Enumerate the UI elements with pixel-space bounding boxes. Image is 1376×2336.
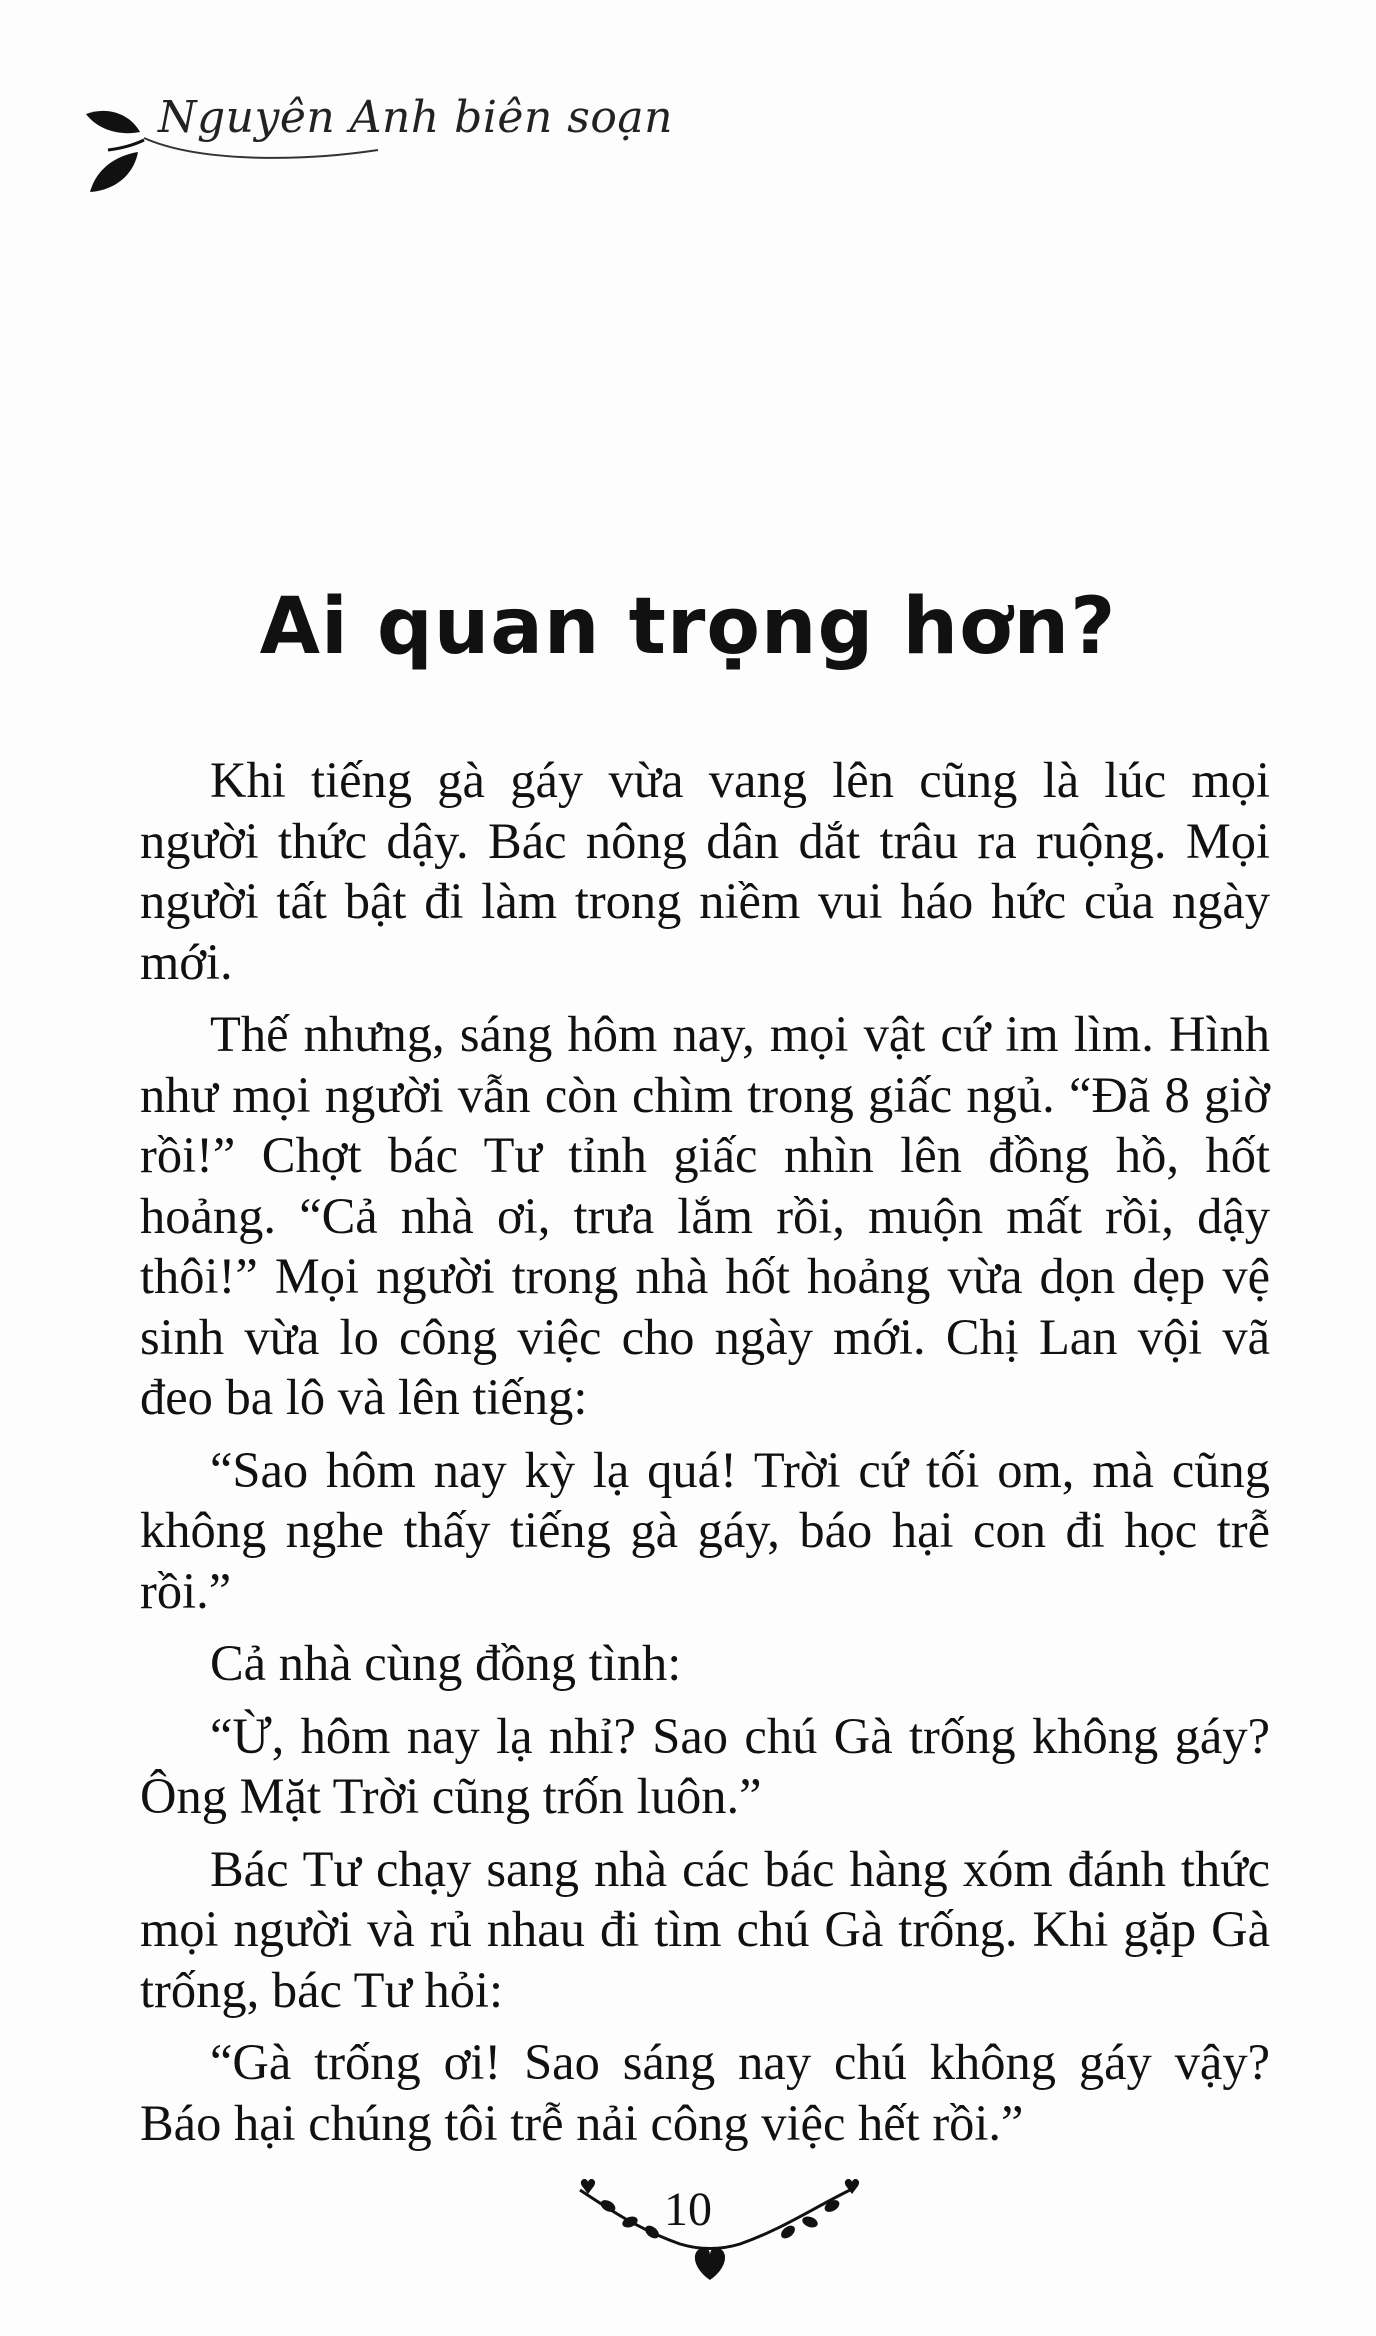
story-body <box>140 750 1270 2153</box>
paragraph: Cả nhà cùng đồng tình: <box>210 1635 682 1691</box>
paragraph: Thế nhưng, sáng hôm nay, mọi vật cứ im lìm. Hình như mọi người vẫn còn chìm trong giấc ngủ. “Đã 8 giờ rồi!” Chợt bác Tư tỉnh giấc nhìn lên đồng hồ, hốt hoảng. “Cả nhà ơi, trưa lắm rồi, muộn mất rồi, dậy thôi!” Mọi người trong nhà hốt hoảng vừa dọn dẹp vệ sinh vừa lo công việc cho ngày mới. Chị Lan vội vã đeo ba lô và lên tiếng: <box>140 1006 1270 1425</box>
page-number: 10 <box>664 2183 712 2236</box>
paragraph: Bác Tư chạy sang nhà các bác hàng xóm đánh thức mọi người và rủ nhau đi tìm chú Gà trống. Khi gặp Gà trống, bác Tư hỏi: <box>140 1840 1270 2018</box>
paragraph: “Gà trống ơi! Sao sáng nay chú không gáy vậy? Báo hại chúng tôi trễ nải công việc hết rồi.” <box>140 2034 1270 2151</box>
paragraph: Khi tiếng gà gáy vừa vang lên cũng là lúc mọi người thức dậy. Bác nông dân dắt trâu ra ruộng. Mọi người tất bật đi làm trong niềm vui háo hức của ngày mới. <box>140 752 1270 990</box>
story-title: Ai quan trọng hơn? <box>259 582 1117 673</box>
author-credit: Nguyên Anh biên soạn <box>158 92 673 143</box>
paragraph: “Ừ, hôm nay lạ nhỉ? Sao chú Gà trống không gáy? Ông Mặt Trời cũng trốn luôn.” <box>140 1707 1270 1824</box>
paragraph: “Sao hôm nay kỳ lạ quá! Trời cứ tối om, mà cũng không nghe thấy tiếng gà gáy, báo hại con đi học trễ rồi.” <box>140 1441 1270 1619</box>
page-header <box>78 92 673 202</box>
